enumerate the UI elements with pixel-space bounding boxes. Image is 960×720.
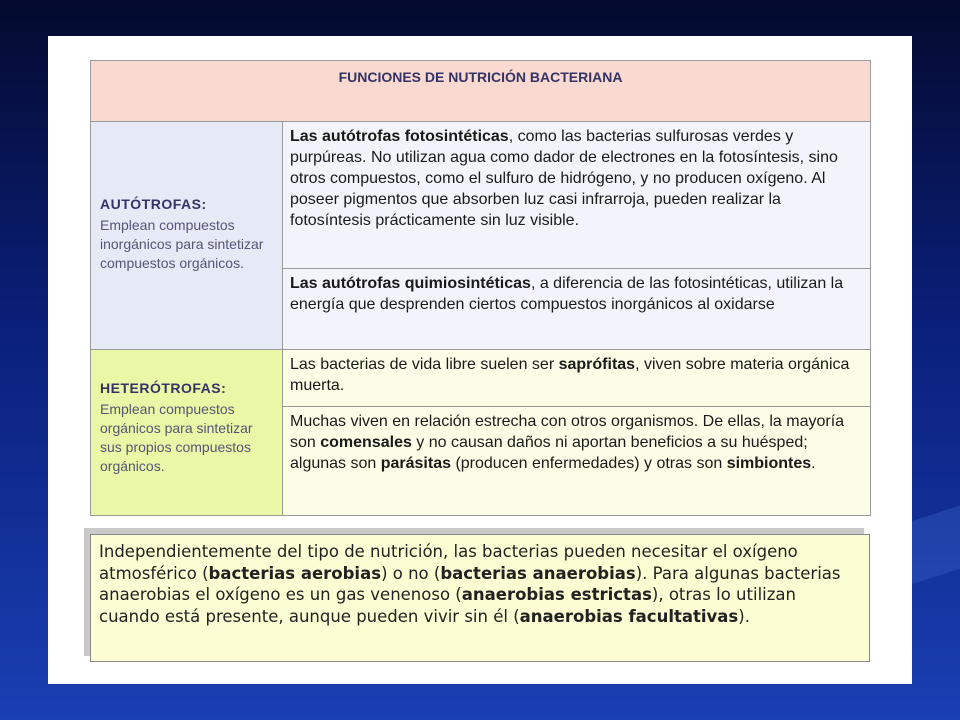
autotrofas-category-cell (91, 122, 283, 350)
anaerobias-term: bacterias anaerobias (440, 563, 636, 583)
heterotrofas-relaciones-cell (283, 407, 871, 516)
note-text-1: Independientemente del tipo de nutrición, las bacterias pueden necesitar el oxígeno atmosférico ( (99, 542, 798, 583)
simbiontes-term: simbiontes (726, 455, 812, 472)
table-title: FUNCIONES DE NUTRICIÓN BACTERIANA (91, 61, 871, 122)
table-title-row (91, 61, 871, 122)
anaerobias-facultativas-term: anaerobias facultativas (519, 606, 739, 626)
anaerobias-estrictas-term: anaerobias estrictas (461, 585, 652, 604)
autotrofas-title: AUTÓTROFAS: (100, 196, 207, 212)
slide (48, 36, 912, 684)
autotrofas-fotosinteticas-text: , como las bacterias sulfurosas verdes y purpúreas. No utilizan agua como dador de electrones en la fotosíntesis, sino otros compuestos, como el sulfuro de hidrógeno, y no producen oxígeno. Al poseer pigmentos que absorben luz casi infrarroja, pueden realizar la fotosíntesis prácticamente sin luz visible. (290, 128, 838, 229)
relaciones-text-3: (producen enfermedades) y otras son (451, 455, 727, 472)
heterotrofas-saprofitas-text-1: Las bacterias de vida libre suelen ser (290, 356, 559, 373)
note-text-5: ). (738, 606, 750, 626)
autotrofas-quimiosinteticas-text: , a diferencia de las fotosintéticas, utilizan la energía que desprenden ciertos compuestos inorgánicos al oxidarse (290, 275, 844, 313)
saprofitas-term: saprófitas (558, 356, 636, 373)
autotrofas-description: Emplean compuestos inorgánicos para sintetizar compuestos orgánicos. (100, 217, 264, 271)
heterotrofas-description: Emplean compuestos orgánicos para sintetizar sus propios compuestos orgánicos. (100, 401, 253, 474)
relaciones-text-1: Muchas viven en relación estrecha con otros organismos. De ellas, la mayoría son (290, 413, 845, 451)
autotrofas-quimiosinteticas-cell (283, 269, 871, 350)
relaciones-text-4: . (811, 455, 816, 472)
autotrofas-fotosinteticas-cell (283, 122, 871, 269)
autotrofas-row-1 (91, 122, 871, 269)
aerobias-term: bacterias aerobias (208, 563, 382, 583)
note-text-3: ). Para algunas bacterias anaerobias el oxígeno es un gas venenoso ( (99, 563, 841, 604)
parasitas-term: parásitas (380, 455, 451, 472)
heterotrofas-row-1 (91, 350, 871, 407)
nutrition-table (90, 60, 871, 516)
note-text-4: ), otras lo utilizan cuando está presente, aunque pueden vivir sin él ( (99, 585, 796, 626)
heterotrofas-title: HETERÓTROFAS: (100, 380, 227, 396)
relaciones-text-2: y no causan daños ni aportan beneficios a su huésped; algunas son (290, 434, 808, 472)
comensales-term: comensales (320, 434, 412, 451)
oxygen-note-box (90, 534, 870, 662)
autotrofas-fotosinteticas-term: Las autótrofas fotosintéticas (290, 128, 509, 145)
heterotrofas-category-cell (91, 350, 283, 516)
autotrofas-quimiosinteticas-term: Las autótrofas quimiosintéticas (290, 275, 531, 292)
heterotrofas-saprofitas-text-2: , viven sobre materia orgánica muerta. (290, 356, 850, 394)
note-text-2: ) o no ( (381, 563, 441, 583)
heterotrofas-saprofitas-cell (283, 350, 871, 407)
